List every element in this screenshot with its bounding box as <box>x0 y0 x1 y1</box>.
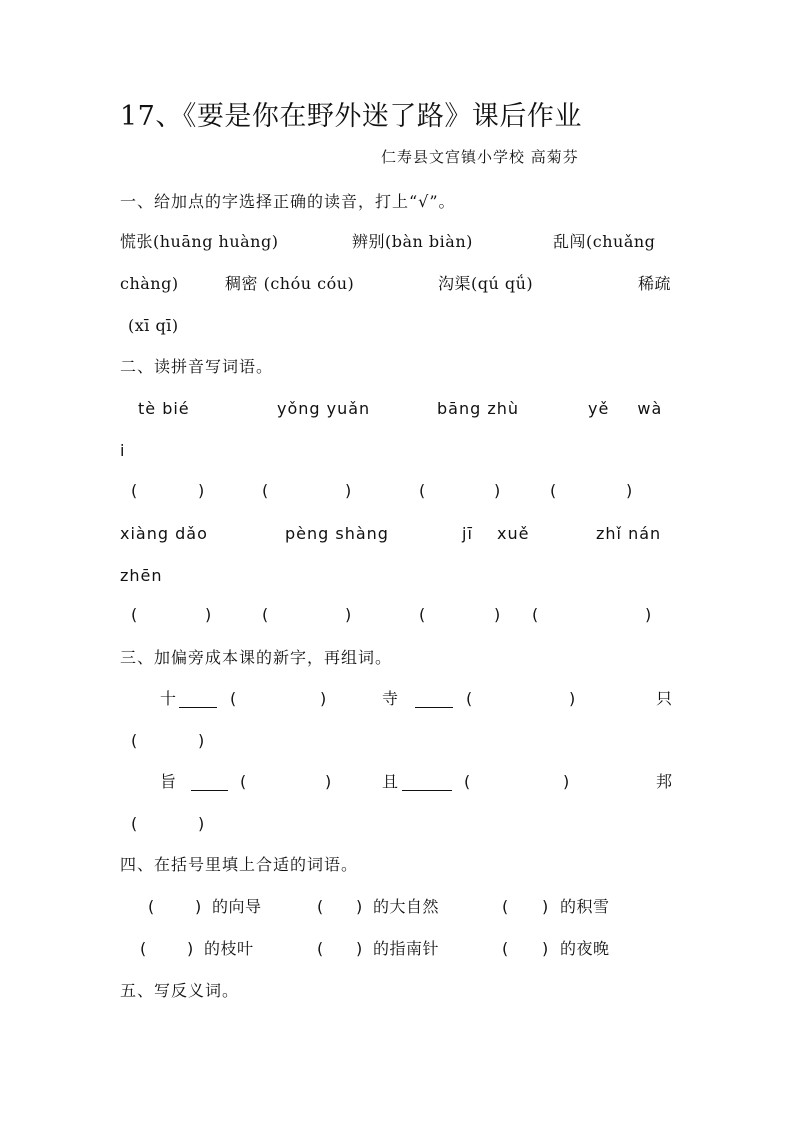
phrase-suffix: 的大自然 <box>373 897 440 916</box>
answer-paren-open: ( <box>131 481 138 500</box>
answer-paren-open: ( <box>131 605 138 624</box>
pinyin-word: pèng shàng <box>285 524 389 543</box>
answer-paren-close: ) <box>345 481 352 500</box>
radical-char: 且 <box>382 772 399 791</box>
author-byline: 仁寿县文宫镇小学校 高菊芬 <box>381 148 579 166</box>
answer-paren-close: ) <box>198 814 205 833</box>
answer-paren-open: ( <box>419 605 426 624</box>
phrase-suffix: 的枝叶 <box>204 939 254 958</box>
section-5-heading: 五、写反义词。 <box>120 981 240 1000</box>
answer-paren-close: ) <box>356 939 363 958</box>
page-title: 17、《要是你在野外迷了路》课后作业 <box>120 101 582 132</box>
answer-paren-open: ( <box>230 689 237 708</box>
radical-char: 寺 <box>382 689 399 708</box>
pinyin-word-wrap: zhēn <box>120 566 163 585</box>
pinyin-choice-4: 稠密 (chóu cóu) <box>225 274 355 293</box>
pinyin-choice-6: (xī qī) <box>128 316 179 335</box>
fill-blank-line[interactable] <box>415 693 453 708</box>
answer-paren-close: ) <box>494 481 501 500</box>
pinyin-word: yǒng yuǎn <box>277 399 371 418</box>
phrase-suffix: 的指南针 <box>373 939 440 958</box>
answer-paren-open: ( <box>262 481 269 500</box>
pinyin-word: yě wà <box>588 399 663 418</box>
pinyin-choice-6-word: 稀疏 <box>638 274 672 293</box>
answer-paren-open: ( <box>131 731 138 750</box>
radical-char: 旨 <box>160 772 177 791</box>
answer-paren-close: ) <box>187 939 194 958</box>
answer-paren-close: ) <box>325 772 332 791</box>
pinyin-word: xiàng dǎo <box>120 524 208 543</box>
answer-paren-open: ( <box>466 689 473 708</box>
fill-blank-line[interactable] <box>179 693 217 708</box>
radical-char: 十 <box>160 689 177 708</box>
answer-paren-open: ( <box>550 481 557 500</box>
pinyin-word: jī xuě <box>462 524 530 543</box>
answer-paren-close: ) <box>205 605 212 624</box>
answer-paren-close: ) <box>320 689 327 708</box>
radical-char: 邦 <box>656 772 673 791</box>
pinyin-choice-3-wrap: chàng) <box>120 274 179 293</box>
answer-paren-open: ( <box>140 939 147 958</box>
answer-paren-close: ) <box>345 605 352 624</box>
section-4-heading: 四、在括号里填上合适的词语。 <box>120 855 359 874</box>
section-2-heading: 二、读拼音写词语。 <box>120 357 274 376</box>
answer-paren-close: ) <box>542 939 549 958</box>
answer-paren-open: ( <box>532 605 539 624</box>
pinyin-choice-1: 慌张(huāng huàng) <box>120 232 279 251</box>
answer-paren-open: ( <box>240 772 247 791</box>
answer-paren-close: ) <box>645 605 652 624</box>
pinyin-word: tè bié <box>138 399 190 418</box>
answer-paren-close: ) <box>494 605 501 624</box>
answer-paren-open: ( <box>262 605 269 624</box>
answer-paren-close: ) <box>563 772 570 791</box>
pinyin-word: zhǐ nán <box>596 524 662 543</box>
fill-blank-line[interactable] <box>402 776 452 791</box>
pinyin-word-wrap: i <box>120 441 126 460</box>
answer-paren-close: ) <box>195 897 202 916</box>
answer-paren-open: ( <box>148 897 155 916</box>
section-1-heading: 一、给加点的字选择正确的读音，打上“√”。 <box>120 192 456 211</box>
answer-paren-open: ( <box>502 939 509 958</box>
answer-paren-open: ( <box>419 481 426 500</box>
answer-paren-close: ) <box>569 689 576 708</box>
pinyin-choice-2: 辨别(bàn biàn) <box>352 232 473 251</box>
answer-paren-close: ) <box>626 481 633 500</box>
answer-paren-close: ) <box>542 897 549 916</box>
answer-paren-open: ( <box>317 939 324 958</box>
answer-paren-open: ( <box>464 772 471 791</box>
answer-paren-open: ( <box>317 897 324 916</box>
pinyin-choice-3: 乱闯(chuǎng <box>553 232 656 251</box>
answer-paren-close: ) <box>198 481 205 500</box>
phrase-suffix: 的夜晚 <box>560 939 610 958</box>
answer-paren-open: ( <box>131 814 138 833</box>
fill-blank-line[interactable] <box>191 776 228 791</box>
pinyin-word: bāng zhù <box>437 399 520 418</box>
phrase-suffix: 的向导 <box>212 897 262 916</box>
pinyin-choice-5: 沟渠(qú qǘ) <box>438 274 534 293</box>
section-3-heading: 三、加偏旁成本课的新字，再组词。 <box>120 648 393 667</box>
radical-char: 只 <box>656 689 673 708</box>
answer-paren-open: ( <box>502 897 509 916</box>
answer-paren-close: ) <box>198 731 205 750</box>
phrase-suffix: 的积雪 <box>560 897 610 916</box>
answer-paren-close: ) <box>356 897 363 916</box>
